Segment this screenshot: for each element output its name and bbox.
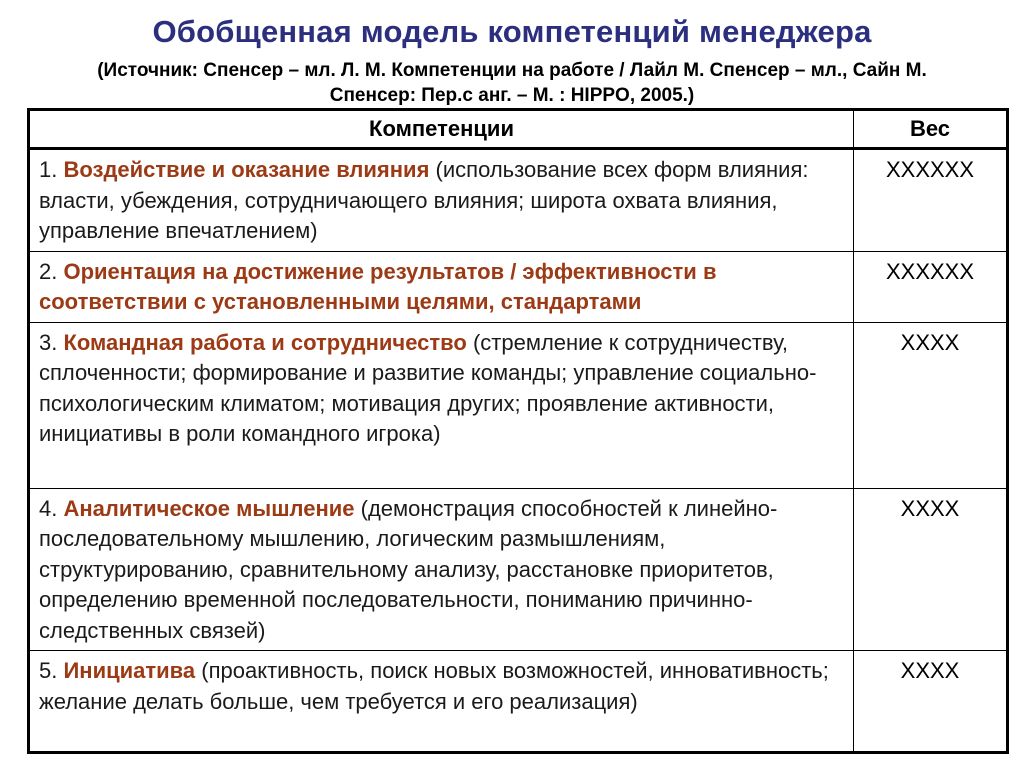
competency-description: (стремление к сотрудничеству, сплоченности; формирование и развитие команды; управление социально-психологическим климатом; мотивация других; проявление активности, инициативы в роли командного игрока)	[39, 329, 817, 446]
source-citation: (Источник: Спенсер – мл. Л. М. Компетенции на работе / Лайл М. Спенсер – мл., Сайн М. Спенсер: Пер.с анг. – М. : HIPPO, 2005.)	[97, 60, 927, 106]
competency-table	[27, 108, 1009, 754]
competency-name: Командная работа и сотрудничество	[63, 329, 467, 355]
weight-cell: XXXX	[854, 322, 1008, 488]
competency-number: 3.	[39, 329, 64, 355]
competency-name: Инициатива	[63, 658, 196, 683]
competency-number: 4.	[39, 495, 64, 521]
competency-description: (демонстрация способностей к линейно-последовательному мышлению, логическим размышлениям, структурированию, сравнительному анализу, расстановке приоритетов, определению временной последовательности, пониманию причинно-следственных связей)	[39, 495, 778, 643]
weight-cell: XXXX	[854, 488, 1008, 651]
table-header-row	[29, 110, 1008, 149]
competency-name: Аналитическое мышление	[63, 495, 355, 521]
competency-cell	[29, 322, 854, 488]
table-row	[29, 251, 1008, 322]
table-row	[29, 651, 1008, 753]
competency-name: Ориентация на достижение результатов / эффективности в соответствии с установленными целями, стандартами	[39, 258, 717, 314]
competency-cell	[29, 251, 854, 322]
weight-cell: XXXX	[854, 651, 1008, 753]
competency-description: (использование всех форм влияния: власти, убеждения, сотрудничающего влияния; широта охвата влияния, управление впечатлением)	[39, 157, 809, 243]
weight-cell: XXXXXX	[854, 251, 1008, 322]
competency-description: (проактивность, поиск новых возможностей, инновативность; желание делать больше, чем требуется и его реализация)	[39, 658, 829, 714]
competency-name: Воздействие и оказание влияния	[63, 157, 430, 182]
table-row	[29, 149, 1008, 252]
competency-cell	[29, 488, 854, 651]
table-row	[29, 488, 1008, 651]
competency-cell	[29, 149, 854, 252]
header-weight: Вес	[854, 110, 1008, 149]
competency-number: 2.	[39, 258, 64, 284]
page-title: Обобщенная модель компетенций менеджера	[152, 14, 872, 49]
weight-cell: XXXXXX	[854, 149, 1008, 252]
competency-number: 5.	[39, 658, 64, 683]
table-row	[29, 322, 1008, 488]
competency-number: 1.	[39, 157, 64, 182]
competency-cell	[29, 651, 854, 753]
header-competencies: Компетенции	[29, 110, 854, 149]
